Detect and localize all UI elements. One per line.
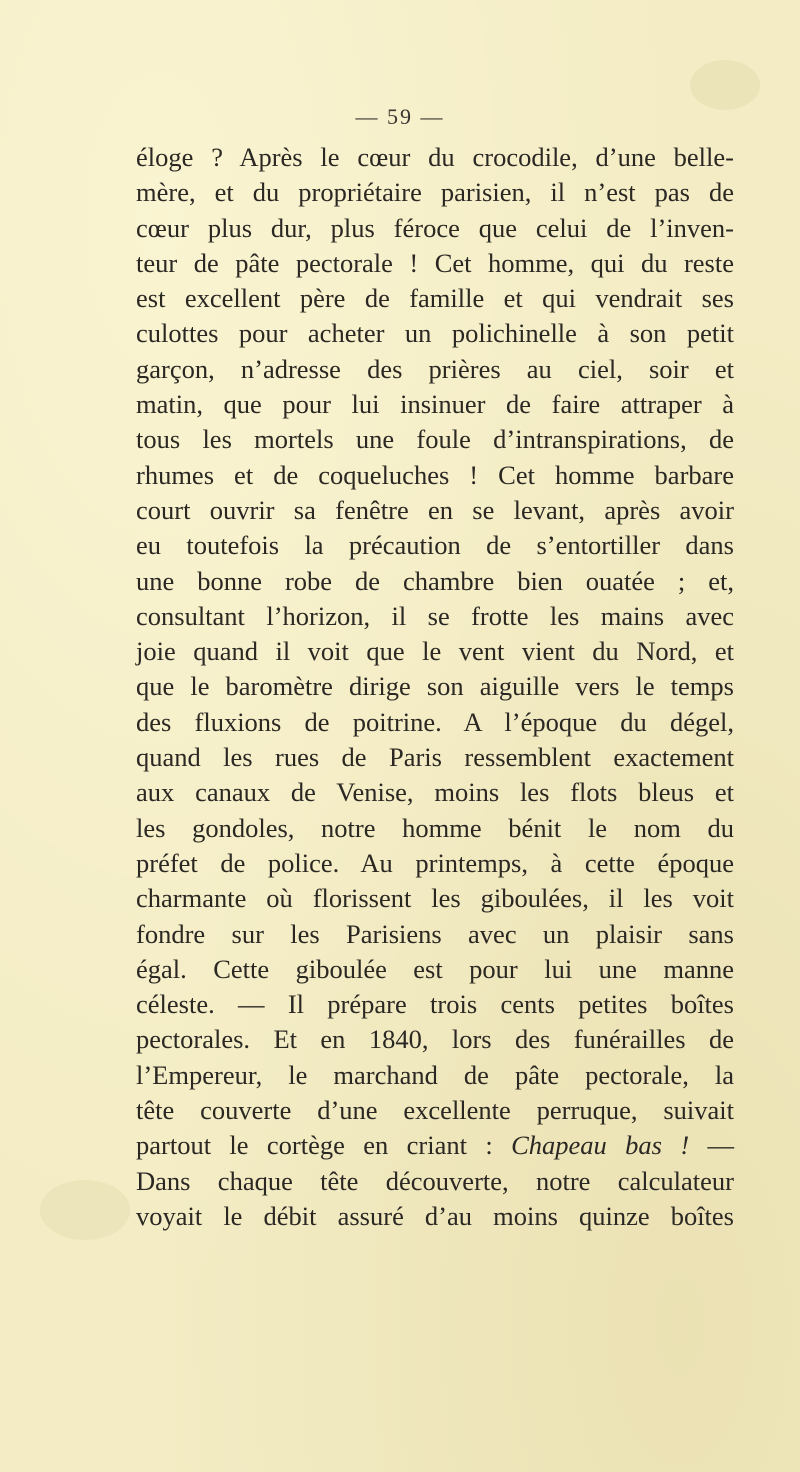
body-text: [136, 140, 734, 1234]
text-line: matin, que pour lui insinuer de faire attraper à: [136, 389, 734, 420]
text-line: des fluxions de poitrine. A l’époque du dégel,: [136, 706, 734, 737]
page-number: — 59 —: [355, 104, 445, 129]
text-segment: partout le cortège en criant :: [136, 1130, 512, 1161]
text-line: tête couverte d’une excellente perruque, suivait: [136, 1095, 734, 1126]
text-line: culottes pour acheter un polichinelle à son petit: [136, 318, 734, 349]
text-line: pectorales. Et en 1840, lors des funérailles de: [136, 1024, 734, 1055]
text-line: quand les rues de Paris ressemblent exactement: [136, 742, 734, 773]
text-line: fondre sur les Parisiens avec un plaisir sans: [136, 918, 734, 949]
paper-stain: [40, 1180, 130, 1240]
text-line: Dans chaque tête découverte, notre calculateur: [136, 1165, 734, 1196]
text-line-with-italic: [136, 1128, 734, 1163]
text-line: les gondoles, notre homme bénit le nom du: [136, 812, 734, 843]
text-line: aux canaux de Venise, moins les flots bleus et: [136, 777, 734, 808]
text-line: préfet de police. Au printemps, à cette époque: [136, 847, 734, 878]
text-line: une bonne robe de chambre bien ouatée ; et,: [136, 565, 734, 596]
paper-stain: [690, 60, 760, 110]
text-line: égal. Cette giboulée est pour lui une manne: [136, 953, 734, 984]
italic-exclamation: Chapeau bas !: [511, 1130, 690, 1161]
text-line: tous les mortels une foule d’intranspirations, de: [136, 424, 734, 455]
text-line: mère, et du propriétaire parisien, il n’est pas de: [136, 177, 734, 208]
text-line: que le baromètre dirige son aiguille vers le temps: [136, 671, 734, 702]
text-line: charmante où florissent les giboulées, il les voit: [136, 883, 734, 914]
text-line: l’Empereur, le marchand de pâte pectorale, la: [136, 1059, 734, 1090]
text-line: est excellent père de famille et qui vendrait ses: [136, 283, 734, 314]
text-line: voyait le débit assuré d’au moins quinze boîtes: [136, 1200, 734, 1231]
text-line: rhumes et de coqueluches ! Cet homme barbare: [136, 459, 734, 490]
text-line: joie quand il voit que le vent vient du Nord, et: [136, 636, 734, 667]
text-line: consultant l’horizon, il se frotte les mains avec: [136, 600, 734, 631]
text-line: cœur plus dur, plus féroce que celui de l’inven-: [136, 212, 734, 243]
text-line: eu toutefois la précaution de s’entortiller dans: [136, 530, 734, 561]
text-segment: —: [689, 1130, 735, 1161]
text-line: éloge ? Après le cœur du crocodile, d’une belle-: [136, 142, 734, 172]
text-line: céleste. — Il prépare trois cents petites boîtes: [136, 989, 734, 1020]
text-line: teur de pâte pectorale ! Cet homme, qui du reste: [136, 247, 734, 278]
text-line: garçon, n’adresse des prières au ciel, soir et: [136, 353, 734, 384]
text-line: court ouvrir sa fenêtre en se levant, après avoir: [136, 494, 734, 525]
